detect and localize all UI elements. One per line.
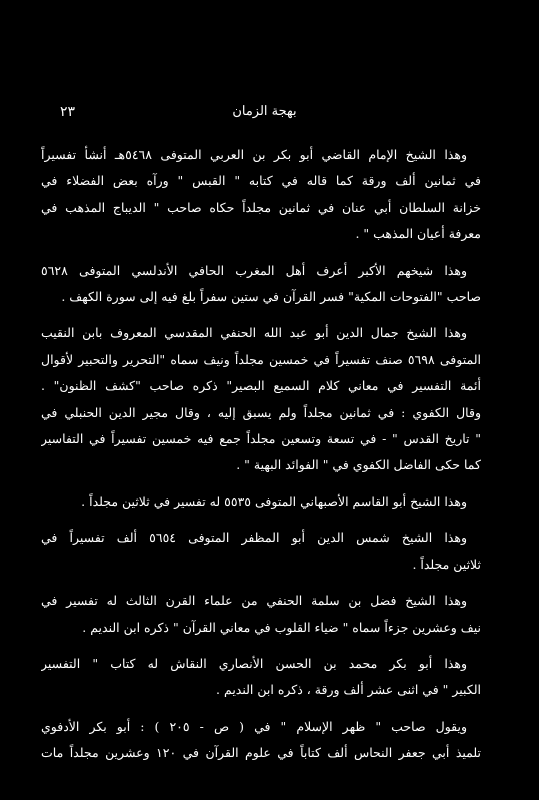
text-line: وهذا الشيخ شمس الدين أبو المظفر المتوفى ٥٦٥٤ ألف تفسيراً في bbox=[41, 530, 467, 546]
text-line: نيف وعشرين جزءاً سماه " ضياء القلوب في معاني القرآن " ذكره ابن النديم . bbox=[82, 619, 481, 635]
text-line: وهذا الشيخ جمال الدين أبو عبد الله الحنفي المقدسي المعروف بابن النقيب bbox=[41, 325, 467, 341]
text-line: وهذا الشيخ الإمام القاضي أبو بكر بن العربي المتوفى ٥٤٦٨هـ أنشأ تفسيراً bbox=[41, 147, 467, 162]
paragraph-al-adfawi bbox=[41, 714, 481, 767]
text-line: ثلاثين مجلداً . bbox=[412, 556, 481, 572]
text-line: صاحب "الفتوحات المكية" فسر القرآن في ستين سفراً بلغ فيه إلى سورة الكهف . bbox=[61, 289, 481, 305]
paragraph-ibn-al-naqib bbox=[41, 320, 481, 478]
text-line: وهذا أبو بكر محمد بن الحسن الأنصاري النقاش له كتاب " التفسير bbox=[41, 655, 467, 671]
paragraph-abu-al-muzaffar bbox=[41, 525, 481, 578]
text-line: الكبير " في اثنى عشر ألف ورقة ، ذكره ابن النديم . bbox=[216, 682, 481, 698]
text-line: معرفة أعيان المذهب " . bbox=[355, 226, 481, 242]
text-line: وهذا الشيخ فضل بن سلمة الحنفي من علماء القرن الثالث له تفسير في bbox=[41, 593, 467, 609]
text-line: " تاريخ القدس " - في تسعة وتسعين مجلداً جمع فيه خمسين تفسيراً في التفاسير bbox=[41, 431, 481, 447]
paragraph-fadl-bin-salama bbox=[41, 588, 481, 641]
text-line: كما حكى الفاضل الكفوي في " الفوائد البهية " . bbox=[236, 457, 481, 473]
paragraph-shaykh-akbar bbox=[41, 258, 481, 311]
paragraph-ibn-al-arabi bbox=[41, 142, 481, 248]
text-line: وهذا شيخهم الأكبر أعرف أهل المغرب الحافي الأندلسي المتوفى ٥٦٢٨ bbox=[41, 262, 467, 278]
body-text bbox=[41, 142, 481, 777]
paragraph-al-naqqash bbox=[41, 651, 481, 704]
paragraph-al-asbahani bbox=[41, 489, 481, 515]
text-line: وهذا الشيخ أبو القاسم الأصبهاني المتوفى ٥٥٣٥ له تفسير في ثلاثين مجلداً . bbox=[81, 493, 467, 509]
text-line: خزانة السلطان أبي عنان في ثمانين مجلداً حكاه صاحب " الديباج المذهب في bbox=[41, 199, 481, 215]
text-line: في ثمانين ألف ورقة كما قاله في كتابه " القبس " ورآه بعض الفضلاء في bbox=[41, 173, 481, 189]
text-line: ويقول صاحب " ظهر الإسلام " في ( ص - ٢٠٥ ) : أبو بكر الأدفوي bbox=[41, 718, 468, 734]
text-line: وقال الكفوي : في ثمانين مجلداً ولم يسبق إليه ، وقال مجير الدين الحنبلي في bbox=[41, 404, 481, 420]
page-number: ٢٣ bbox=[60, 104, 76, 120]
page-header bbox=[60, 100, 469, 124]
text-line: أئمة التفسير في معاني كلام السميع البصير" ذكره صاحب "كشف الظنون" . bbox=[41, 378, 481, 394]
text-line: المتوفى ٥٦٩٨ صنف تفسيراً في خمسين مجلداً ونيف سماه "التحرير والتحبير لأقوال bbox=[41, 351, 481, 367]
text-line: تلميذ أبي جعفر النحاس ألف كتاباً في علوم القرآن في ١٢٠ وعشرين مجلداً مات bbox=[41, 745, 481, 761]
running-title: بهجة الزمان bbox=[232, 104, 297, 119]
